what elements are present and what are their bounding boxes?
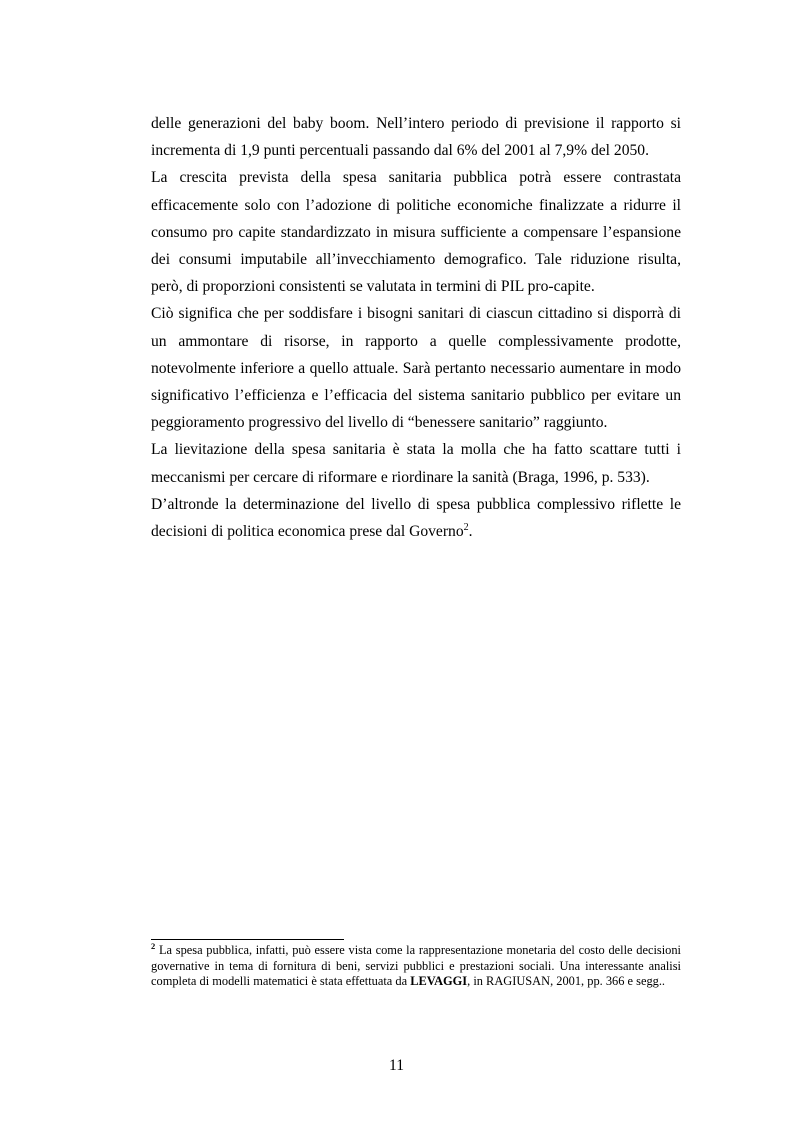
footnote-text-after: , in RAGIUSAN, 2001, pp. 366 e segg.. — [467, 974, 666, 989]
footnote-reference[interactable]: 2 — [463, 521, 469, 533]
paragraph-2: La crescita prevista della spesa sanitaria pubblica potrà essere contrastata efficacemente solo con l’adozione di politiche economiche finalizzate a ridurre il consumo pro capite standardizzato in misura sufficiente a compensare l’espansione dei consumi imputabile all’invecchiamento demografico. Tale riduzione risulta, però, di proporzioni consistenti se valutata in termini di PIL pro-capite. — [151, 169, 681, 296]
footnote-separator — [151, 939, 344, 940]
paragraph-5 — [151, 491, 681, 545]
footnote-author: LEVAGGI — [410, 974, 468, 989]
page-number: 11 — [388, 1057, 404, 1074]
paragraph-5-text: D’altronde la determinazione del livello di spesa pubblica complessivo riflette le decisioni di politica economica prese dal Governo — [151, 495, 681, 541]
footnote-text-before: La spesa pubblica, infatti, può essere vista come la rappresentazione monetaria del costo delle decisioni governative in tema di fornitura di beni, servizi pubblici e prestazioni sociali. Una interessante analisi completa di modelli matematici è stata effettuata da — [151, 943, 681, 989]
paragraph-1: delle generazioni del baby boom. Nell’intero periodo di previsione il rapporto si incrementa di 1,9 punti percentuali passando dal 6% del 2001 al 7,9% del 2050. — [151, 115, 681, 160]
footnote — [151, 940, 681, 990]
footnote-marker: 2 — [151, 940, 156, 951]
paragraph-4: La lievitazione della spesa sanitaria è stata la molla che ha fatto scattare tutti i meccanismi per cercare di riformare e riordinare la sanità (Braga, 1996, p. 533). — [151, 441, 681, 486]
paragraph-5-end: . — [468, 523, 473, 541]
paragraph-3: Ciò significa che per soddisfare i bisogni sanitari di ciascun cittadino si disporrà di un ammontare di risorse, in rapporto a quelle complessivamente prodotte, notevolmente inferiore a quello attuale. Sarà pertanto necessario aumentare in modo significativo l’efficienza e l’efficacia del sistema sanitario pubblico per evitare un peggioramento progressivo del livello di “benessere sanitario” raggiunto. — [151, 305, 681, 432]
body-text — [151, 110, 681, 545]
